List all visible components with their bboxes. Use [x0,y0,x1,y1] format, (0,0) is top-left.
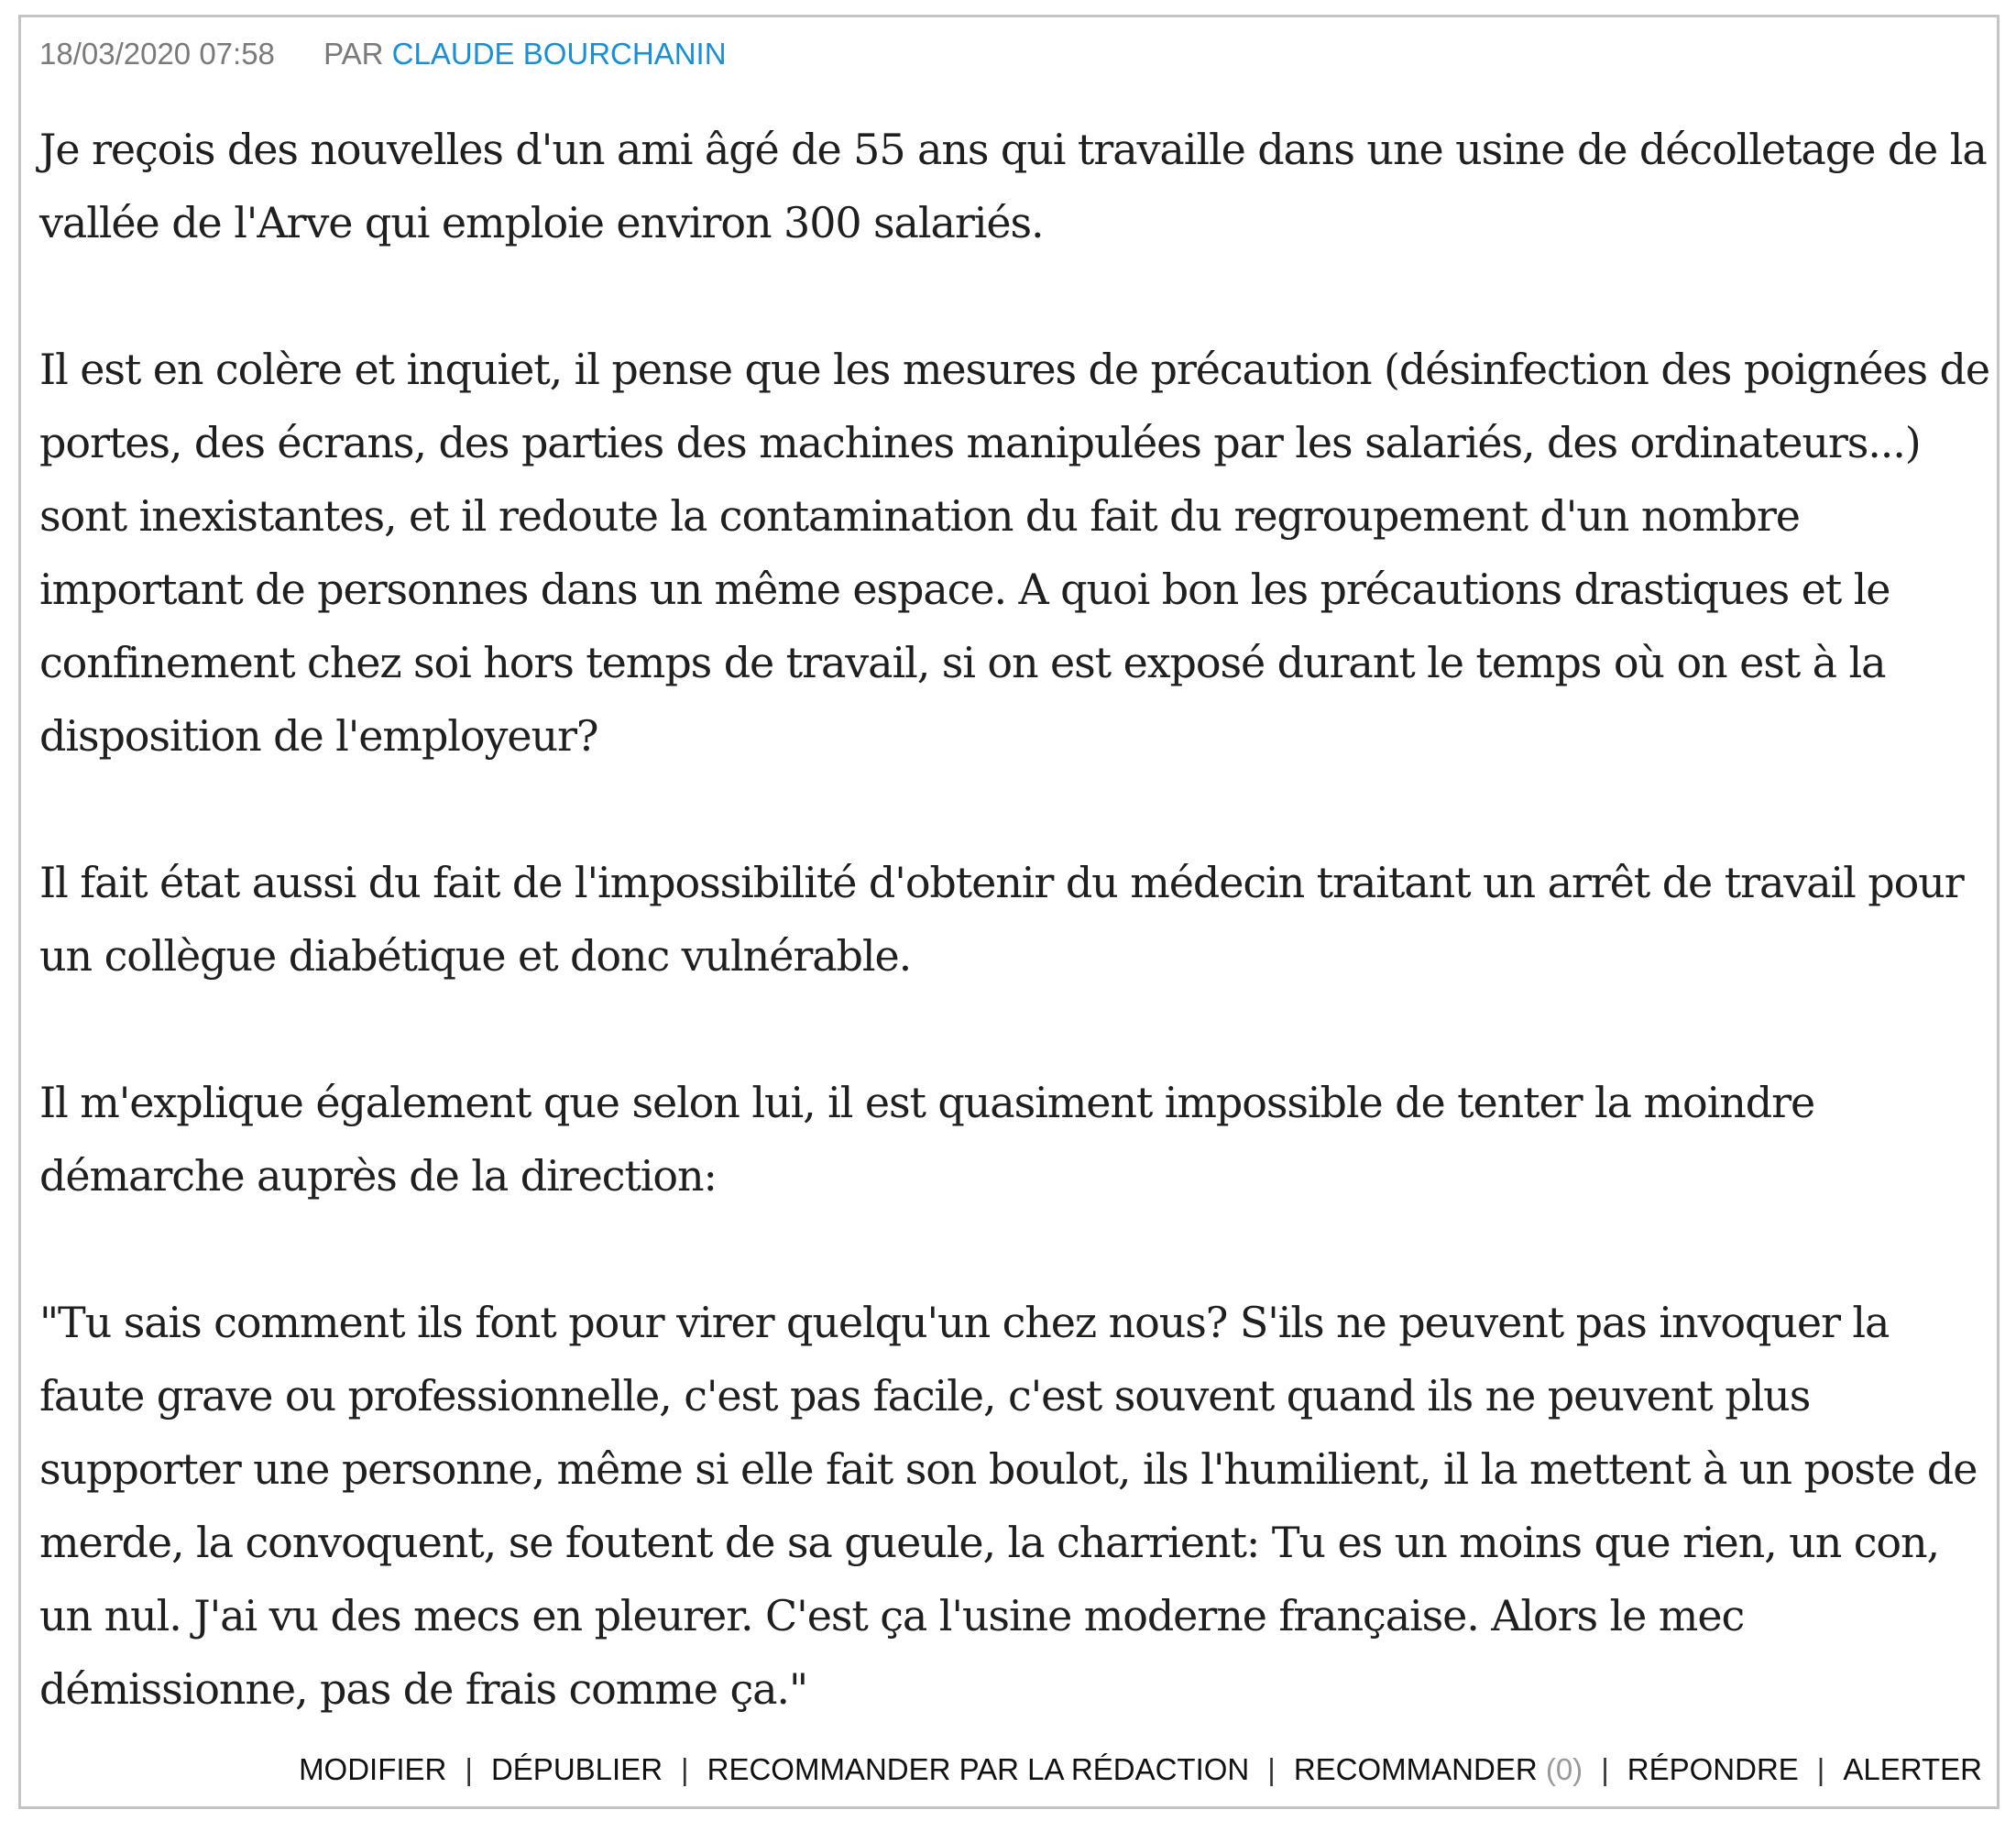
comment-card [18,15,2000,1809]
comment-paragraph: "Tu sais comment ils font pour virer quelqu'un chez nous? S'ils ne peuvent pas invoquer la faute grave ou professionnelle, c'est pas facile, c'est souvent quand ils ne peuvent plus supporter une personne, même si elle fait son boulot, ils l'humilient, il la mettent à un poste de merde, la convoquent, se foutent de sa gueule, la charrient: Tu es un moins que rien, un con, un nul. J'ai vu des mecs en pleurer. C'est ça l'usine moderne française. Alors le mec démissionne, pas de frais comme ça." [39,1298,1978,1714]
separator: | [465,1752,473,1786]
separator: | [1601,1752,1609,1786]
comment-body [39,113,2000,1726]
recommend-button[interactable] [1294,1752,1583,1786]
separator: | [1267,1752,1276,1786]
recommend-label: RECOMMANDER [1293,1752,1538,1786]
separator: | [681,1752,689,1786]
comment-paragraph: Il fait état aussi du fait de l'impossibilité d'obtenir du médecin traitant un arrêt de travail pour un collègue diabétique et donc vulnérable. [39,858,1964,981]
comment-paragraph: Il m'explique également que selon lui, il est quasiment impossible de tenter la moindre démarche auprès de la direction: [39,1078,1815,1201]
separator: | [1816,1752,1825,1786]
comment-paragraph: Il est en colère et inquiet, il pense que les mesures de précaution (désinfection des poignées de portes, des écrans, des parties des machines manipulées par les salariés, des ordinateurs...) sont inexistantes, et il redoute la contamination du fait du regroupement d'un nombre important de personnes dans un même espace. A quoi bon les précautions drastiques et le confinement chez soi hors temps de travail, si on est exposé durant le temps où on est à la disposition de l'employeur? [39,345,1990,761]
comment-meta [39,36,727,72]
alert-button[interactable]: ALERTER [1843,1752,1982,1786]
recommend-editorial-button[interactable]: RECOMMANDER PAR LA RÉDACTION [707,1752,1250,1786]
recommend-count: (0) [1545,1752,1583,1786]
unpublish-button[interactable]: DÉPUBLIER [490,1752,663,1786]
author-prefix: PAR [323,37,384,71]
reply-button[interactable]: RÉPONDRE [1627,1752,1799,1786]
comment-paragraph: Je reçois des nouvelles d'un ami âgé de 55 ans qui travaille dans une usine de décolletage de la vallée de l'Arve qui emploie environ 300 salariés. [39,125,1987,247]
comment-date: 18/03/2020 07:58 [39,37,275,71]
comment-actions [299,1751,1982,1788]
modify-button[interactable]: MODIFIER [299,1752,447,1786]
author-link[interactable]: CLAUDE BOURCHANIN [391,37,727,71]
